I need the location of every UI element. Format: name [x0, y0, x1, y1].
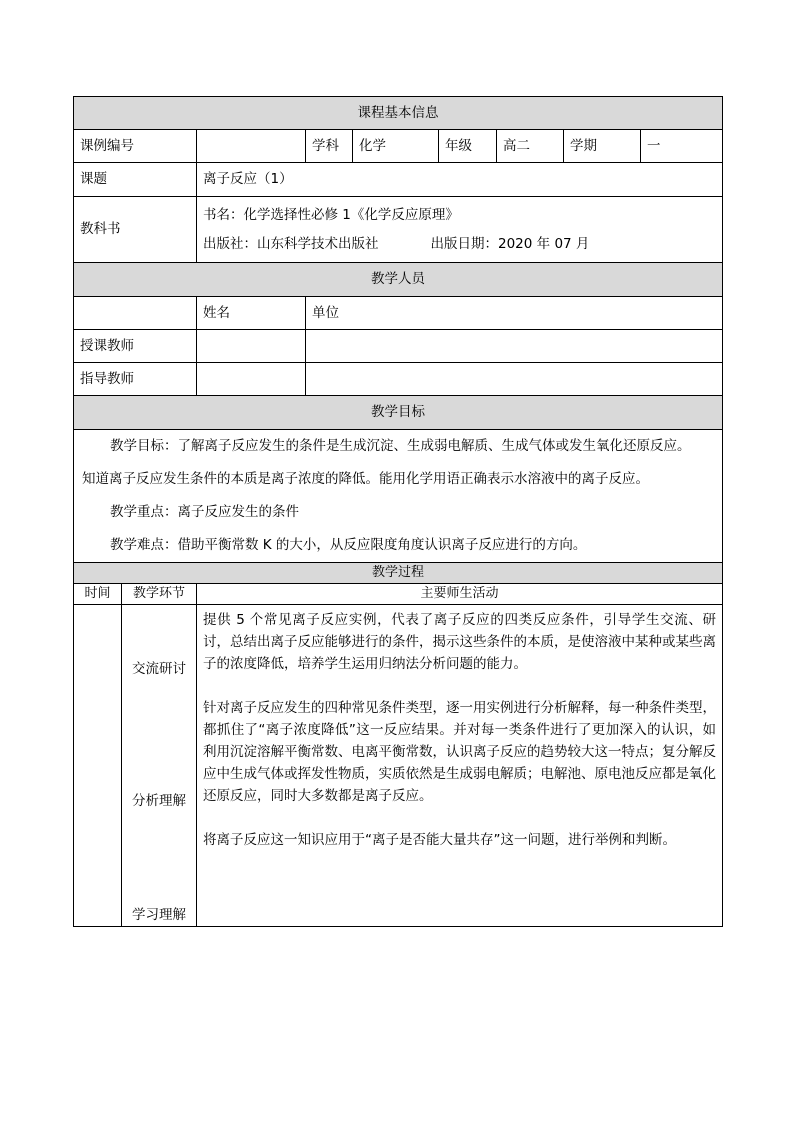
- col-activity: 主要师生活动: [197, 584, 723, 605]
- goals-line-2: 知道离子反应发生条件的本质是离子浓度的降低。能用化学用语正确表示水溶液中的离子反应。: [82, 471, 649, 487]
- grade-value: 高二: [497, 130, 564, 163]
- publisher-line: [203, 230, 716, 259]
- subject-label: 学科: [306, 130, 353, 163]
- difficult-point: 教学难点：借助平衡常数 K 的大小，从反应限度角度认识离子反应进行的方向。: [110, 537, 587, 553]
- activity-para-3: 将离子反应这一知识应用于“离子是否能大量共存”这一问题，进行举例和判断。: [203, 832, 676, 848]
- stage-label: 交流研讨: [132, 661, 186, 677]
- staff-unit: [306, 363, 723, 396]
- section-basic-title: 课程基本信息: [74, 97, 723, 130]
- staff-name-header: 姓名: [197, 297, 306, 330]
- publisher: 出版社：山东科学技术出版社: [203, 235, 379, 252]
- lesson-table: [73, 96, 723, 927]
- staff-name: [197, 363, 306, 396]
- term-label: 学期: [564, 130, 641, 163]
- case-no-label: 课例编号: [74, 130, 197, 163]
- stage-cell: [122, 605, 197, 927]
- activity-para-2: 针对离子反应发生的四种常见条件类型，逐一用实例进行分析解释，每一种条件类型，都抓住了“离子浓度降低”这一反应结果。并对每一类条件进行了更加深入的认识，如利用沉淀溶解平衡常数、电离平衡常数，认识离子反应的趋势较大这一特点；复分解反应中生成气体或挥发性物质，实质依然是生成弱电解质；电解池、原电池反应都是氧化还原反应，同时大多数都是离子反应。: [203, 700, 717, 804]
- case-no-value: [197, 130, 306, 163]
- topic-value: 离子反应（1）: [197, 163, 723, 197]
- col-time: 时间: [74, 584, 122, 605]
- section-staff-title: 教学人员: [74, 263, 723, 297]
- staff-role: 授课教师: [74, 330, 197, 363]
- col-stage: 教学环节: [122, 584, 197, 605]
- grade-label: 年级: [439, 130, 497, 163]
- activity-cell: [197, 605, 723, 927]
- time-cell: [74, 605, 122, 927]
- term-value: 一: [641, 130, 723, 163]
- lesson-plan: [73, 96, 722, 927]
- staff-name: [197, 330, 306, 363]
- staff-unit: [306, 330, 723, 363]
- staff-row: [74, 330, 723, 363]
- staff-corner: [74, 297, 197, 330]
- staff-row: [74, 363, 723, 396]
- staff-role: 指导教师: [74, 363, 197, 396]
- stage-label: 分析理解: [132, 793, 186, 809]
- goals-line-1: 教学目标：了解离子反应发生的条件是生成沉淀、生成弱电解质、生成气体或发生氧化还原反应。: [110, 438, 691, 454]
- textbook-info: [197, 197, 723, 263]
- activity-para-1: 提供 5 个常见离子反应实例，代表了离子反应的四类反应条件，引导学生交流、研讨，总结出离子反应能够进行的条件，揭示这些条件的本质，是使溶液中某种或某些离子的浓度降低，培养学生运用归纳法分析问题的能力。: [203, 612, 717, 672]
- subject-value: 化学: [353, 130, 439, 163]
- section-process-title: 教学过程: [74, 563, 723, 584]
- staff-unit-header: 单位: [306, 297, 723, 330]
- textbook-label: 教科书: [74, 197, 197, 263]
- publish-date: 出版日期：2020 年 07 月: [430, 235, 590, 252]
- stage-label: 学习理解: [132, 907, 186, 923]
- section-goals-title: 教学目标: [74, 396, 723, 430]
- goals-body: [74, 430, 723, 563]
- topic-label: 课题: [74, 163, 197, 197]
- key-point: 教学重点：离子反应发生的条件: [110, 504, 299, 520]
- book-title: 书名：化学选择性必修 1《化学反应原理》: [203, 206, 459, 223]
